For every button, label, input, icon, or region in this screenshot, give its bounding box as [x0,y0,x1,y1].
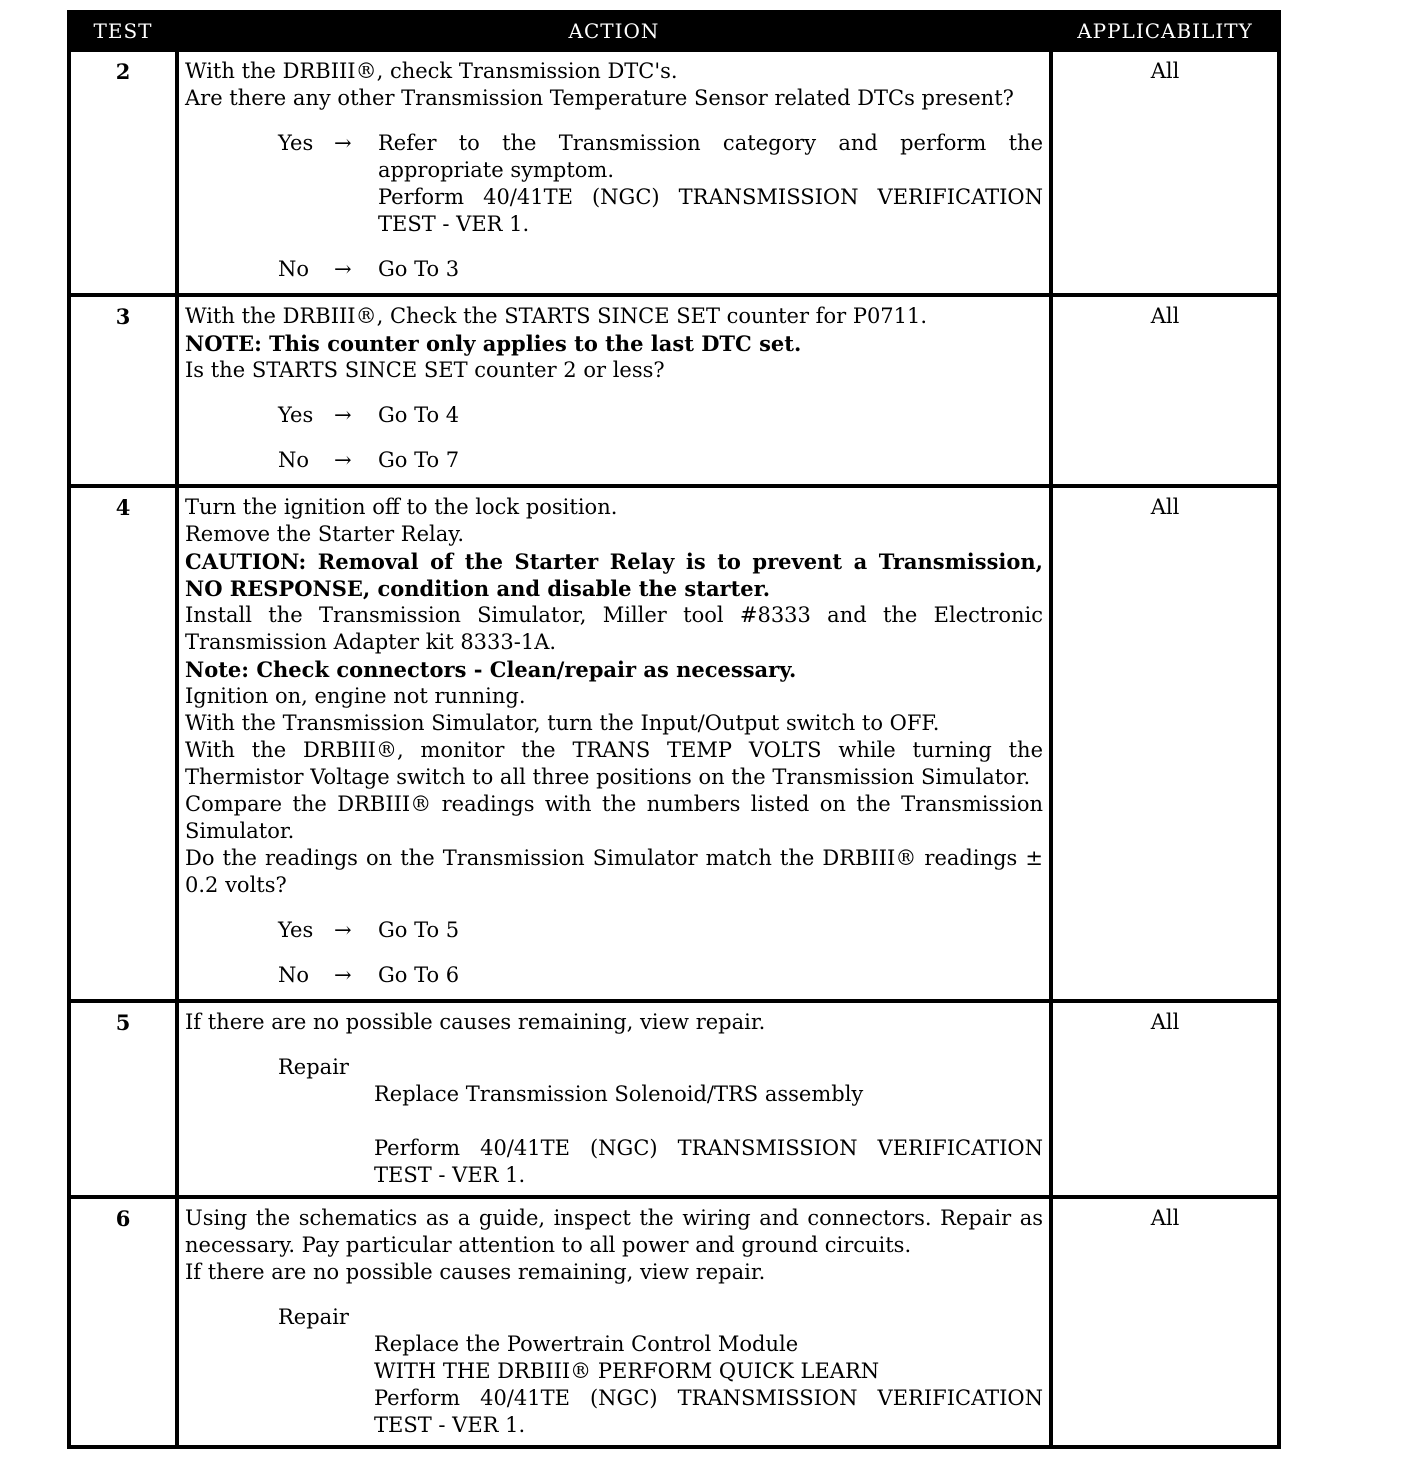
choice-no [278,447,1043,474]
choice-result [378,447,1043,474]
choice-yes [278,917,1043,944]
arrow-right-icon: → [334,448,352,472]
choice-label: No [278,257,310,281]
header-action: ACTION [177,12,1051,50]
action-step: Turn the ignition off to the lock position. [185,495,618,519]
choice-label: Yes [278,918,314,942]
choice-result-text: Go To 4 [378,403,460,427]
action-step: Is the STARTS SINCE SET counter 2 or less? [185,358,665,382]
action-step: Remove the Starter Relay. [185,522,465,546]
repair-block [278,1304,1043,1439]
action-step: If there are no possible causes remaining, view repair. [185,1260,766,1284]
test-number: 4 [69,486,177,1001]
choice-result-text: Go To 5 [378,918,460,942]
table-row [69,50,1279,295]
repair-label: Repair [278,1055,349,1079]
choice-result [378,917,1043,944]
applicability-value: All [1051,1001,1279,1197]
action-cell [177,486,1051,1001]
applicability-value: All [1051,295,1279,486]
diagnostic-test-table [67,10,1281,1449]
choice-result-text: Go To 3 [378,257,460,281]
action-cell [177,1001,1051,1197]
spacer [374,1108,1043,1135]
applicability-value: All [1051,1197,1279,1447]
repair-item: Perform 40/41TE (NGC) TRANSMISSION VERIFICATION TEST - VER 1. [374,1136,1043,1187]
choice-label: Yes [278,403,314,427]
repair-item: WITH THE DRBIII® PERFORM QUICK LEARN [374,1359,880,1383]
choice-yes [278,402,1043,429]
choice-list [185,402,1043,474]
choice-list [185,130,1043,283]
action-note: Note: Check connectors - Clean/repair as necessary. [185,657,797,682]
choice-yes [278,130,1043,238]
table-row [69,1001,1279,1197]
table-row [69,486,1279,1001]
action-step: With the DRBIII®, monitor the TRANS TEMP VOLTS while turning the Thermistor Voltage switch to all three positions on the Transmission Simulator. [185,738,1043,789]
action-step: If there are no possible causes remaining, view repair. [185,1010,766,1034]
arrow-right-icon: → [334,257,352,281]
applicability-value: All [1051,50,1279,295]
repair-block [278,1054,1043,1189]
arrow-right-icon: → [334,918,352,942]
action-step: With the Transmission Simulator, turn the Input/Output switch to OFF. [185,711,940,735]
table-body [69,50,1279,1447]
header-applicability: APPLICABILITY [1051,12,1279,50]
choice-result-text: Go To 6 [378,963,460,987]
table-header-row [69,12,1279,50]
action-cell [177,1197,1051,1447]
action-step: Compare the DRBIII® readings with the numbers listed on the Transmission Simulator. [185,792,1043,843]
test-number: 2 [69,50,177,295]
repair-item: Perform 40/41TE (NGC) TRANSMISSION VERIFICATION TEST - VER 1. [374,1386,1043,1437]
test-number: 6 [69,1197,177,1447]
choice-result [378,962,1043,989]
table-row [69,1197,1279,1447]
header-test: TEST [69,12,177,50]
arrow-right-icon: → [334,963,352,987]
action-note: NOTE: This counter only applies to the last DTC set. [185,331,802,356]
arrow-right-icon: → [334,403,352,427]
choice-result [378,130,1043,238]
table-row [69,295,1279,486]
choice-label: No [278,448,310,472]
repair-item: Replace the Powertrain Control Module [374,1332,799,1356]
choice-result [378,402,1043,429]
choice-no [278,962,1043,989]
test-number: 5 [69,1001,177,1197]
action-step: Install the Transmission Simulator, Miller tool #8333 and the Electronic Transmission Adapter kit 8333-1A. [185,603,1043,654]
action-cell [177,50,1051,295]
action-step: Using the schematics as a guide, inspect the wiring and connectors. Repair as necessary. Pay particular attention to all power and ground circuits. [185,1206,1043,1257]
choice-list [185,917,1043,989]
choice-no [278,256,1043,283]
test-number: 3 [69,295,177,486]
action-step: With the DRBIII®, Check the STARTS SINCE SET counter for P0711. [185,304,928,328]
action-step: Are there any other Transmission Temperature Sensor related DTCs present? [185,86,1014,110]
action-step: With the DRBIII®, check Transmission DTC's. [185,59,678,83]
action-note: CAUTION: Removal of the Starter Relay is to prevent a Transmission, NO RESPONSE, condition and disable the starter. [185,549,1043,601]
repair-items [374,1081,1043,1189]
action-cell [177,295,1051,486]
choice-label: Yes [278,131,314,155]
repair-items [374,1331,1043,1439]
choice-result-text: Perform 40/41TE (NGC) TRANSMISSION VERIFICATION TEST - VER 1. [378,185,1043,236]
action-step: Ignition on, engine not running. [185,684,526,708]
repair-label: Repair [278,1305,349,1329]
repair-item: Replace Transmission Solenoid/TRS assembly [374,1082,864,1106]
action-step: Do the readings on the Transmission Simulator match the DRBIII® readings ± 0.2 volts? [185,846,1043,897]
choice-result-text: Refer to the Transmission category and perform the appropriate symptom. [378,131,1043,182]
choice-label: No [278,963,310,987]
applicability-value: All [1051,486,1279,1001]
choice-result-text: Go To 7 [378,448,460,472]
arrow-right-icon: → [334,131,352,155]
choice-result [378,256,1043,283]
